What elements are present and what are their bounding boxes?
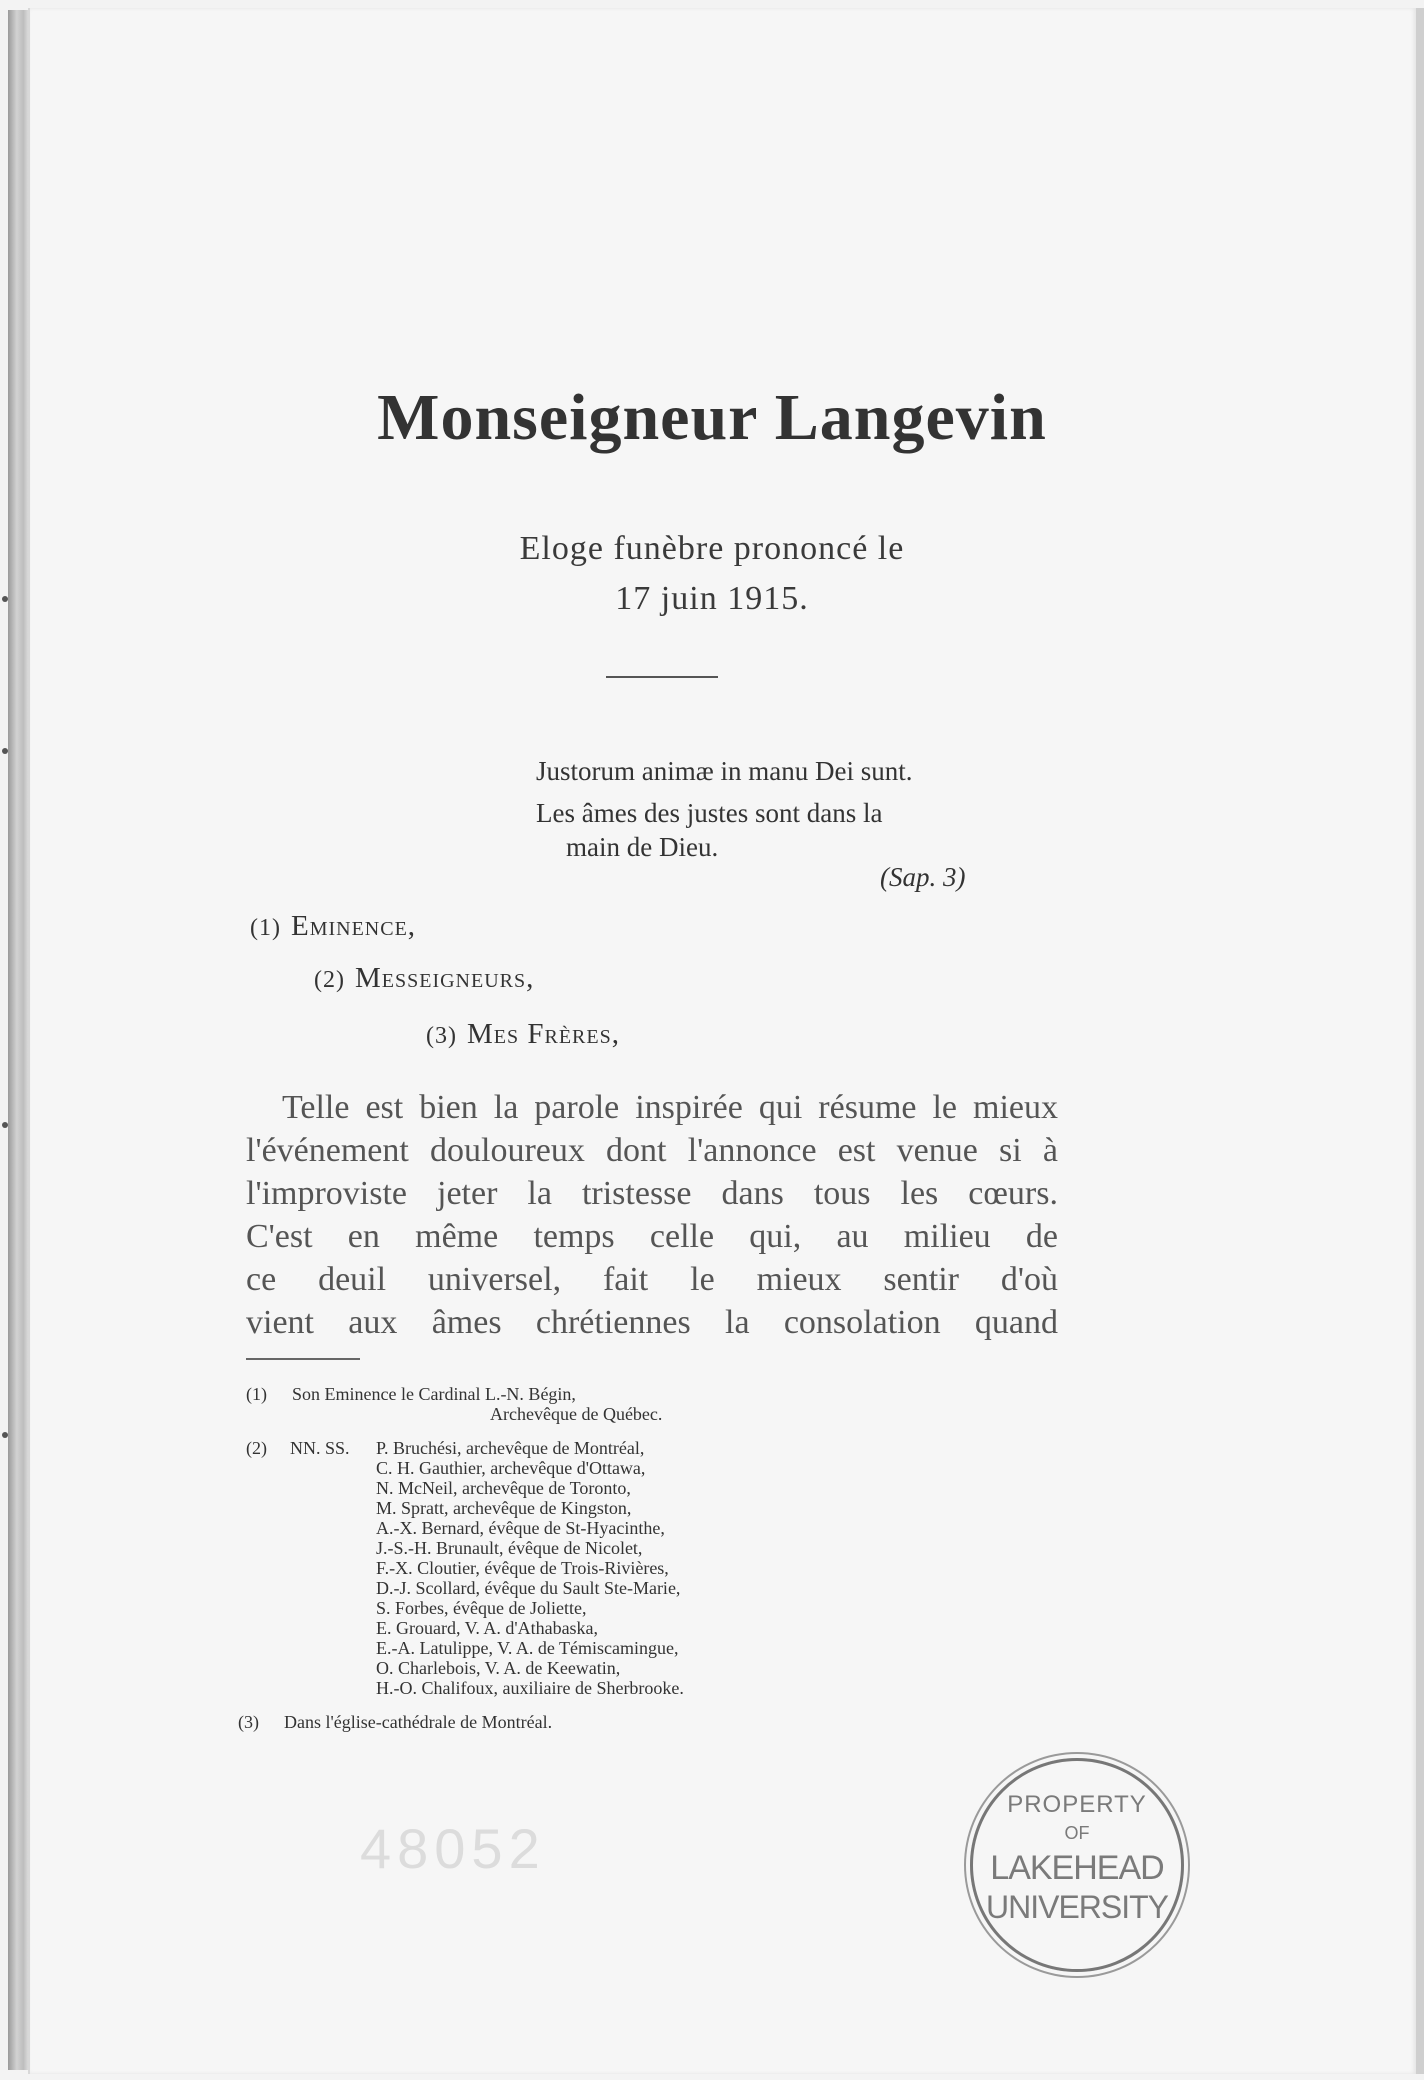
epigraph-french-line-1: Les âmes des justes sont dans la — [536, 798, 883, 828]
footnote-2-marker: (2) — [246, 1438, 267, 1458]
footnote-3-marker: (3) — [238, 1712, 259, 1732]
footnote-marker: (1) — [250, 915, 281, 941]
body-line: vient aux âmes chrétiennes la consolation quand — [246, 1304, 1058, 1341]
subtitle-line-2: 17 juin 1915. — [615, 580, 809, 617]
binding-mark — [2, 1122, 8, 1128]
salutation-text: Messeigneurs, — [354, 962, 535, 994]
footnote-2-entry: E.-A. Latulippe, V. A. de Témiscamingue, — [376, 1638, 679, 1658]
footnote-2-entry: P. Bruchési, archevêque de Montréal, — [376, 1438, 645, 1458]
library-stamp — [970, 1758, 1184, 1972]
footnote-1-line-2: Archevêque de Québec. — [490, 1404, 663, 1424]
footnote-2-entry: N. McNeil, archevêque de Toronto, — [376, 1478, 631, 1498]
footnote-3-text: Dans l'église-cathédrale de Montréal. — [284, 1712, 553, 1732]
stamp-line-1: PROPERTY — [1007, 1791, 1147, 1818]
book-spine — [8, 10, 30, 2070]
footnote-marker: (2) — [314, 967, 345, 993]
body-line: Telle est bien la parole inspirée qui résume le mieux — [282, 1089, 1058, 1126]
salutation-text: Mes Frères, — [466, 1018, 620, 1050]
document-title: Monseigneur Langevin — [377, 381, 1047, 454]
footnote-marker: (3) — [426, 1023, 457, 1049]
epigraph-french-line-2: main de Dieu. — [566, 832, 719, 862]
body-line: l'improviste jeter la tristesse dans tous les cœurs. — [246, 1175, 1058, 1212]
subtitle-line-1: Eloge funèbre prononcé le — [519, 530, 905, 567]
epigraph-latin: Justorum animæ in manu Dei sunt. — [536, 756, 913, 786]
binding-mark — [2, 748, 8, 754]
footnote-divider — [246, 1358, 360, 1360]
document-page — [28, 8, 1424, 2074]
footnote-2-entry: O. Charlebois, V. A. de Keewatin, — [376, 1658, 621, 1678]
footnote-2-entry: M. Spratt, archevêque de Kingston, — [376, 1498, 632, 1518]
footnote-1-line-1: Son Eminence le Cardinal L.-N. Bégin, — [292, 1384, 576, 1404]
salutation-messeigneurs — [314, 962, 534, 995]
footnote-1-marker: (1) — [246, 1384, 267, 1404]
binding-mark — [2, 1432, 8, 1438]
footnote-2-entry: D.-J. Scollard, évêque du Sault Ste-Marie, — [376, 1578, 681, 1598]
footnote-2-entry: A.-X. Bernard, évêque de St-Hyacinthe, — [376, 1518, 665, 1538]
salutation-mes-freres — [426, 1018, 620, 1051]
footnote-2-entry: J.-S.-H. Brunault, évêque de Nicolet, — [376, 1538, 643, 1558]
footnote-2-entry: S. Forbes, évêque de Joliette, — [376, 1598, 587, 1618]
body-line: ce deuil universel, fait le mieux sentir d'où — [246, 1261, 1058, 1298]
footnote-2-entry: H.-O. Chalifoux, auxiliaire de Sherbrooke. — [376, 1678, 684, 1698]
salutation-text: Eminence, — [290, 910, 417, 942]
body-line: C'est en même temps celle qui, au milieu de — [246, 1218, 1058, 1255]
stamp-line-3: LAKEHEAD — [990, 1849, 1164, 1887]
epigraph-reference: (Sap. 3) — [880, 862, 966, 892]
stamp-line-4: UNIVERSITY — [985, 1889, 1169, 1925]
title-divider — [606, 676, 718, 678]
stamp-line-2: OF — [1064, 1823, 1090, 1843]
body-line: l'événement douloureux dont l'annonce est venue si à — [246, 1132, 1058, 1169]
footnote-2-entry: C. H. Gauthier, archevêque d'Ottawa, — [376, 1458, 646, 1478]
footnote-2-list — [376, 1438, 684, 1698]
footnote-2-prefix: NN. SS. — [290, 1438, 350, 1458]
salutation-eminence — [250, 910, 416, 943]
footnote-2-entry: E. Grouard, V. A. d'Athabaska, — [376, 1618, 599, 1638]
pencil-accession-number: 48052 — [360, 1817, 546, 1880]
footnote-2-entry: F.-X. Cloutier, évêque de Trois-Rivières, — [376, 1558, 669, 1578]
